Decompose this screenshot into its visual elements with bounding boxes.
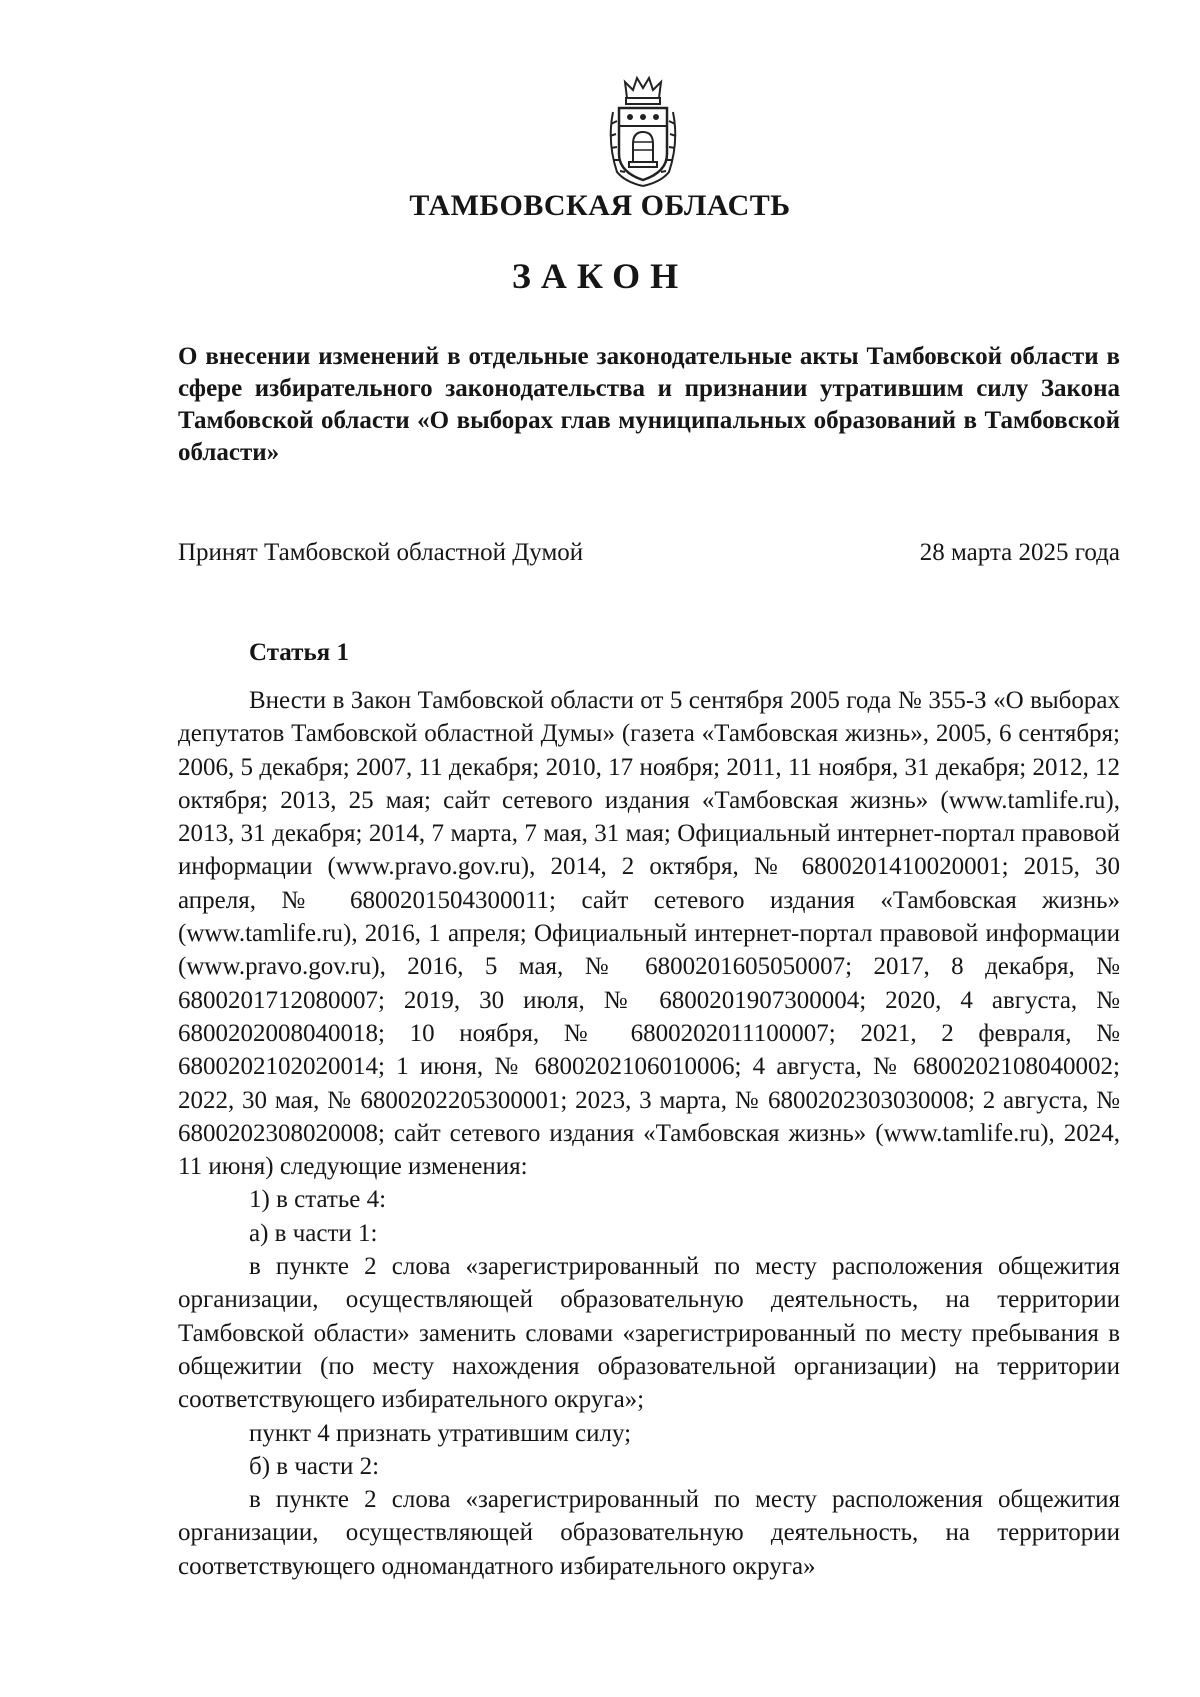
law-title: О внесении изменений в отдельные законодательные акты Тамбовской области в сфере избирательного законодательства и признании утратившим силу Закона Тамбовской области «О выборах глав муниципальных образований в Тамбовской области» (178, 343, 1120, 466)
coat-of-arms-icon (603, 72, 683, 190)
article-paragraph: б) в части 2: (249, 1452, 380, 1480)
coat-of-arms-emblem (603, 72, 683, 190)
region-heading: ТАМБОВСКАЯ ОБЛАСТЬ (409, 189, 791, 222)
article-paragraph: Внести в Закон Тамбовской области от 5 сентября 2005 года № 355-З «О выборах депутатов Тамбовской областной Думы» (газета «Тамбовская жизнь», 2005, 6 сентября; 2006, 5 декабря; 2007, 11 декабря; 2010, 17 ноября; 2011, 11 ноября, 31 декабря; 2012, 12 октября; 2013, 25 мая; сайт сетевого издания «Тамбовская жизнь» (www.tamlife.ru), 2013, 31 декабря; 2014, 7 марта, 7 мая, 31 мая; Официальный интернет-портал правовой информации (www.pravo.gov.ru), 2014, 2 октября, № 6800201410020001; 2015, 30 апреля, № 6800201504300011; сайт сетевого издания «Тамбовская жизнь» (www.tamlife.ru), 2016, 1 апреля; Официальный интернет-портал правовой информации (www.pravo.gov.ru), 2016, 5 мая, № 6800201605050007; 2017, 8 декабря, № 6800201712080007; 2019, 30 июля, № 6800201907300004; 2020, 4 августа, № 6800202008040018; 10 ноября, № 6800202011100007; 2021, 2 февраля, № 6800202102020014; 1 июня, № 6800202106010006; 4 августа, № 6800202108040002; 2022, 30 мая, № 6800202205300001; 2023, 3 марта, № 6800202303030008; 2 августа, № 6800202308020008; сайт сетевого издания «Тамбовская жизнь» (www.tamlife.ru), 2024, 11 июня) следующие изменения: (178, 687, 1120, 1181)
adoption-date: 28 марта 2025 года (919, 539, 1120, 566)
article-paragraph: 1) в статье 4: (249, 1186, 387, 1214)
adoption-line (178, 537, 1120, 569)
article-paragraph: в пункте 2 слова «зарегистрированный по месту расположения общежития организации, осуществляющей образовательную деятельность, на территории соответствующего одномандатного избирательного округа» (178, 1486, 1120, 1580)
article-paragraph: а) в части 1: (249, 1219, 378, 1247)
article-paragraph: пункт 4 признать утратившим силу; (249, 1419, 632, 1447)
article-body (178, 684, 1120, 1583)
document-type-heading: ЗАКОН (511, 256, 689, 296)
adopted-by: Принят Тамбовской областной Думой (178, 539, 584, 566)
article-paragraph: в пункте 2 слова «зарегистрированный по месту расположения общежития организации, осуществляющей образовательную деятельность, на территории Тамбовской области» заменить словами «зарегистрированный по месту пребывания в общежитии (по месту нахождения образовательной организации) на территории соответствующего избирательного округа»; (178, 1253, 1120, 1414)
article-heading: Статья 1 (249, 639, 349, 666)
